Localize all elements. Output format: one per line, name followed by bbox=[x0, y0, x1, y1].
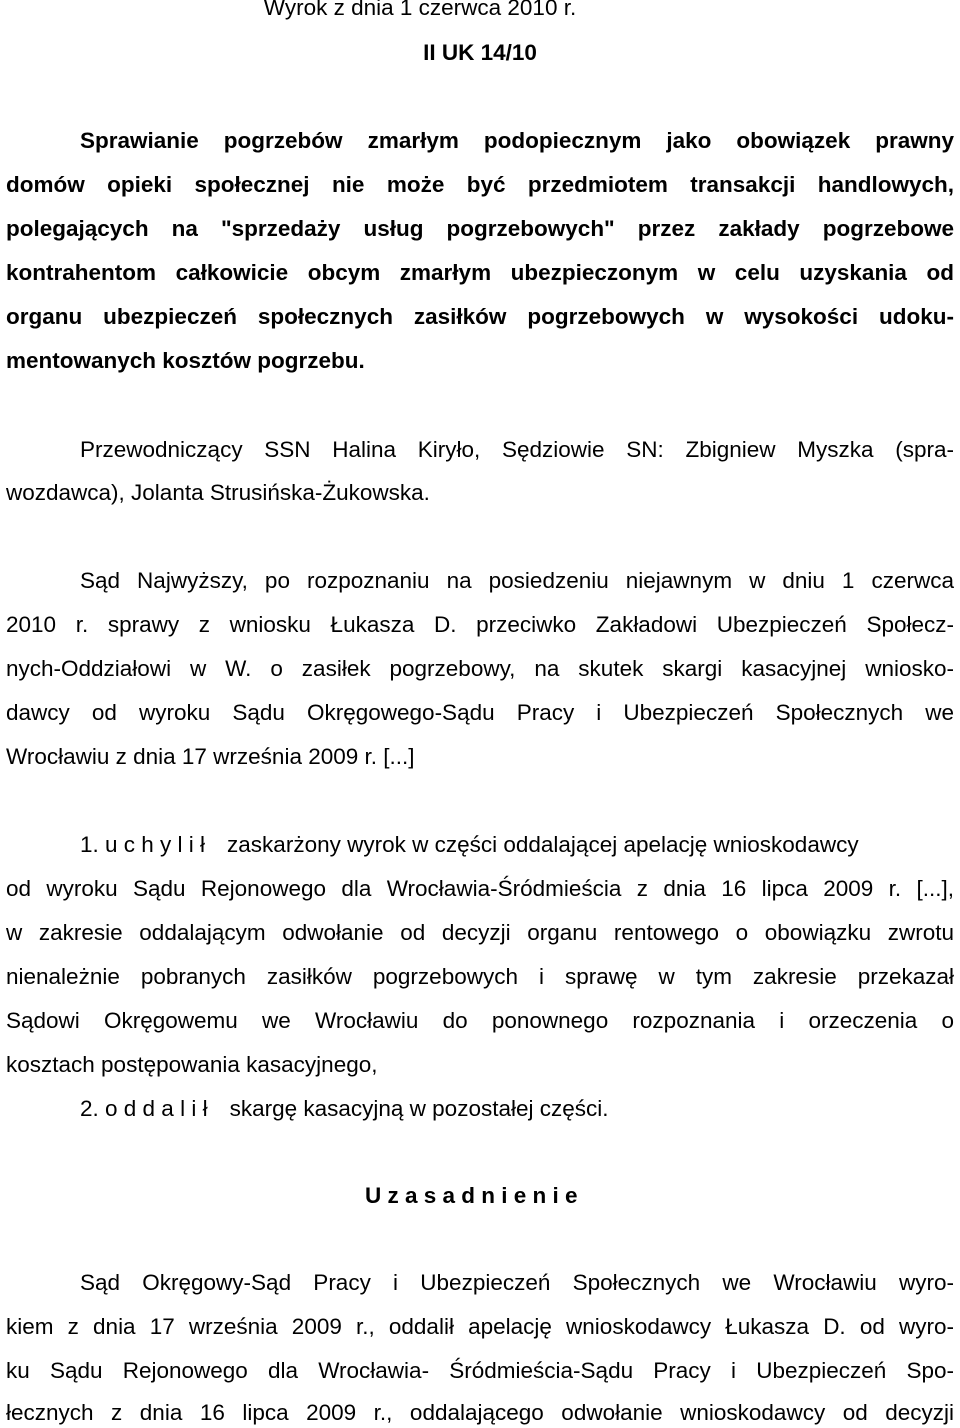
ruling-1-line-2: od wyroku Sądu Rejonowego dla Wrocławia-Śródmieścia z dnia 16 lipca 2009 r. [...], bbox=[6, 876, 954, 901]
thesis-line-6: mentowanych kosztów pogrzebu. bbox=[6, 348, 365, 373]
thesis-line-5: organu ubezpieczeń społecznych zasiłków pogrzebowych w wysokości udoku- bbox=[6, 304, 954, 329]
intro-line-1: Sąd Najwyższy, po rozpoznaniu na posiedzeniu niejawnym w dniu 1 czerwca bbox=[80, 568, 954, 593]
justification-line-1: Sąd Okręgowy-Sąd Pracy i Ubezpieczeń Społecznych we Wrocławiu wyro- bbox=[80, 1270, 954, 1295]
thesis-line-3: polegających na "sprzedaży usług pogrzebowych" przez zakłady pogrzebowe bbox=[6, 216, 954, 241]
panel-line-2: wozdawca), Jolanta Strusińska-Żukowska. bbox=[6, 480, 430, 505]
ruling-1-line-4: nienależnie pobranych zasiłków pogrzebowych i sprawę w tym zakresie przekazał bbox=[6, 964, 954, 989]
justification-line-2: kiem z dnia 17 września 2009 r., oddalił apelację wnioskodawcy Łukasza D. od wyro- bbox=[6, 1314, 954, 1339]
panel-line-1: Przewodniczący SSN Halina Kiryło, Sędziowie SN: Zbigniew Myszka (spra- bbox=[80, 437, 954, 462]
case-number: II UK 14/10 bbox=[423, 40, 537, 65]
intro-line-2: 2010 r. sprawy z wniosku Łukasza D. przeciwko Zakładowi Ubezpieczeń Społecz- bbox=[6, 612, 954, 637]
justification-line-3: ku Sądu Rejonowego dla Wrocławia- Śródmieścia-Sądu Pracy i Ubezpieczeń Spo- bbox=[6, 1358, 954, 1383]
thesis-line-4: kontrahentom całkowicie obcym zmarłym ubezpieczonym w celu uzyskania od bbox=[6, 260, 954, 285]
ruling-1-first-line bbox=[80, 830, 954, 860]
justification-line-4: łecznych z dnia 16 lipca 2009 r., oddalającego odwołanie wnioskodawcy od decyzji bbox=[6, 1400, 954, 1425]
thesis-line-2: domów opieki społecznej nie może być przedmiotem transakcji handlowych, bbox=[6, 172, 954, 197]
ruling-2-text: skargę kasacyjną w pozostałej części. bbox=[229, 1096, 609, 1121]
ruling-2-label: 2. o d d a l i ł bbox=[80, 1096, 208, 1121]
intro-line-5: Wrocławiu z dnia 17 września 2009 r. [...] bbox=[6, 744, 415, 769]
justification-heading: U z a s a d n i e n i e bbox=[365, 1183, 578, 1208]
ruling-1-line-6: kosztach postępowania kasacyjnego, bbox=[6, 1052, 378, 1077]
judgment-title: Wyrok z dnia 1 czerwca 2010 r. bbox=[263, 0, 577, 20]
intro-line-4: dawcy od wyroku Sądu Okręgowego-Sądu Pracy i Ubezpieczeń Społecznych we bbox=[6, 700, 954, 725]
thesis-line-1: Sprawianie pogrzebów zmarłym podopiecznym jako obowiązek prawny bbox=[80, 128, 954, 153]
ruling-1-line-5: Sądowi Okręgowemu we Wrocławiu do ponownego rozpoznania i orzeczenia o bbox=[6, 1008, 954, 1033]
ruling-2-line bbox=[80, 1094, 954, 1124]
ruling-1-text: zaskarżony wyrok w części oddalającej apelację wnioskodawcy bbox=[227, 832, 859, 857]
intro-line-3: nych-Oddziałowi w W. o zasiłek pogrzebowy, na skutek skargi kasacyjnej wniosko- bbox=[6, 656, 954, 681]
ruling-1-line-3: w zakresie oddalającym odwołanie od decyzji organu rentowego o obowiązku zwrotu bbox=[6, 920, 954, 945]
ruling-1-label: 1. u c h y l i ł bbox=[80, 832, 206, 857]
